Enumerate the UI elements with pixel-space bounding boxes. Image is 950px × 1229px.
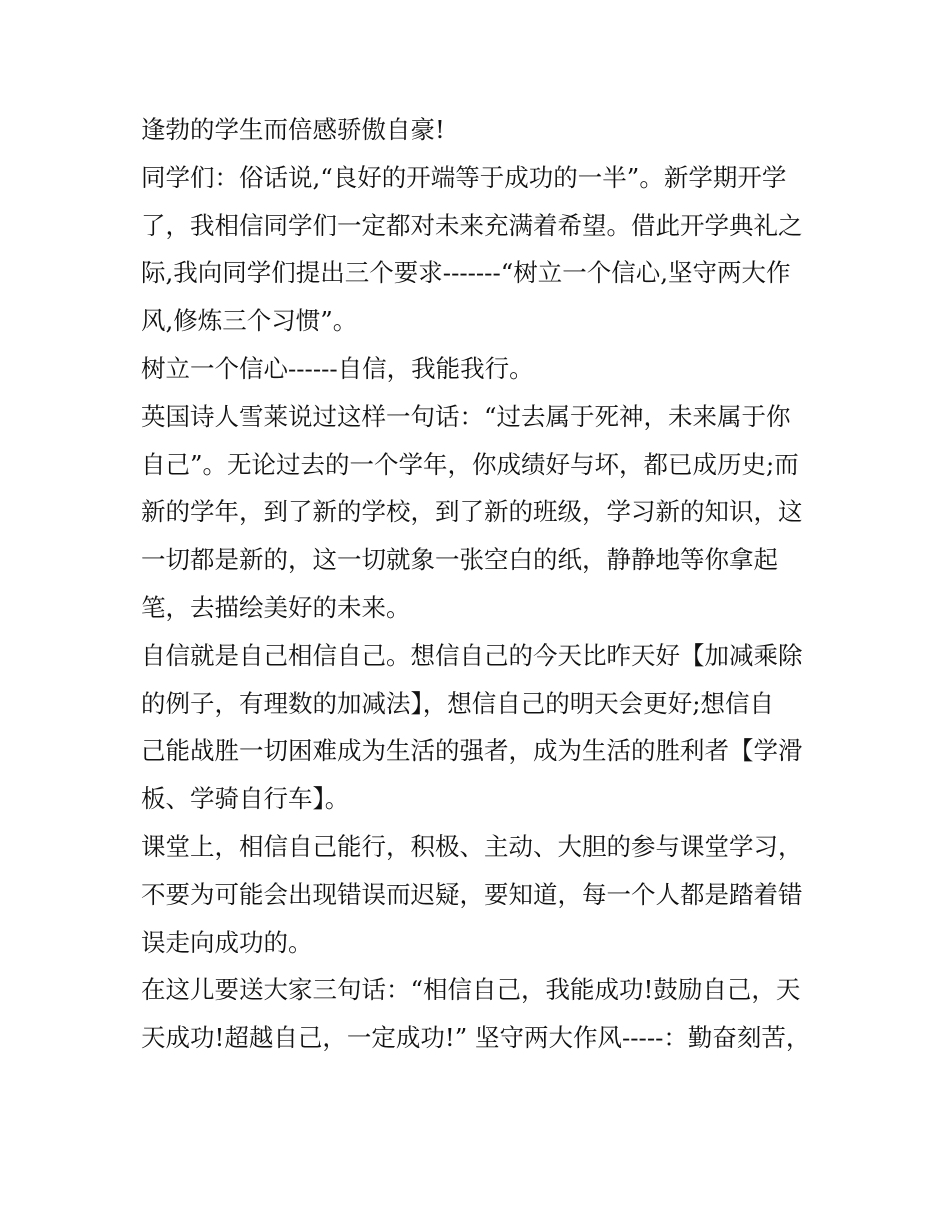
paragraph-6 [141, 823, 821, 966]
paragraph-7 [141, 966, 821, 1062]
text-line: 在这儿要送大家三句话：“相信自己，我能成功!鼓励自己，天 [141, 975, 801, 1005]
text-line: 自信就是自己相信自己。想信自己的今天比昨天好【加减乘除 [141, 640, 803, 670]
text-line: 己能战胜一切困难成为生活的强者，成为生活的胜利者【学滑 [141, 736, 803, 766]
paragraph-3 [141, 345, 821, 393]
text-line: 风,修炼三个习惯”。 [141, 306, 358, 336]
text-line: 自己”。无论过去的一个学年，你成绩好与坏，都已成历史;而 [141, 449, 799, 479]
text-line: 板、学骑自行车】。 [141, 784, 350, 814]
text-line: 同学们：俗话说,“良好的开端等于成功的一半”。新学期开学 [141, 162, 787, 192]
text-line: 逢勃的学生而倍感骄傲自豪! [141, 115, 445, 144]
text-line: 树立一个信心------自信，我能我行。 [141, 353, 534, 383]
text-line: 的例子，有理数的加减法】，想信自己的明天会更好;想信自 [141, 688, 775, 718]
text-line: 课堂上，相信自己能行，积极、主动、大胆的参与课堂学习， [141, 831, 803, 861]
paragraph-5 [141, 632, 821, 823]
text-line: 英国诗人雪莱说过这样一句话：“过去属于死神，未来属于你 [141, 401, 791, 431]
text-line: 不要为可能会出现错误而迟疑，要知道，每一个人都是踏着错 [141, 879, 803, 909]
paragraph-4 [141, 393, 821, 632]
text-line: 天成功!超越自己，一定成功!” 坚守两大作风-----：勤奋刻苦， [141, 1023, 811, 1053]
document-body [141, 106, 821, 1062]
text-line: 一切都是新的，这一切就象一张空白的纸，静静地等你拿起 [141, 545, 778, 575]
text-line: 误走向成功的。 [141, 927, 313, 957]
text-line: 笔，去描绘美好的未来。 [141, 592, 411, 622]
paragraph-2 [141, 154, 821, 345]
text-line: 际,我向同学们提出三个要求-------“树立一个信心,坚守两大作 [141, 258, 791, 288]
text-line: 新的学年，到了新的学校，到了新的班级，学习新的知识，这 [141, 497, 803, 527]
text-line: 了，我相信同学们一定都对未来充满着希望。借此开学典礼之 [141, 210, 803, 240]
paragraph-1 [141, 106, 821, 154]
